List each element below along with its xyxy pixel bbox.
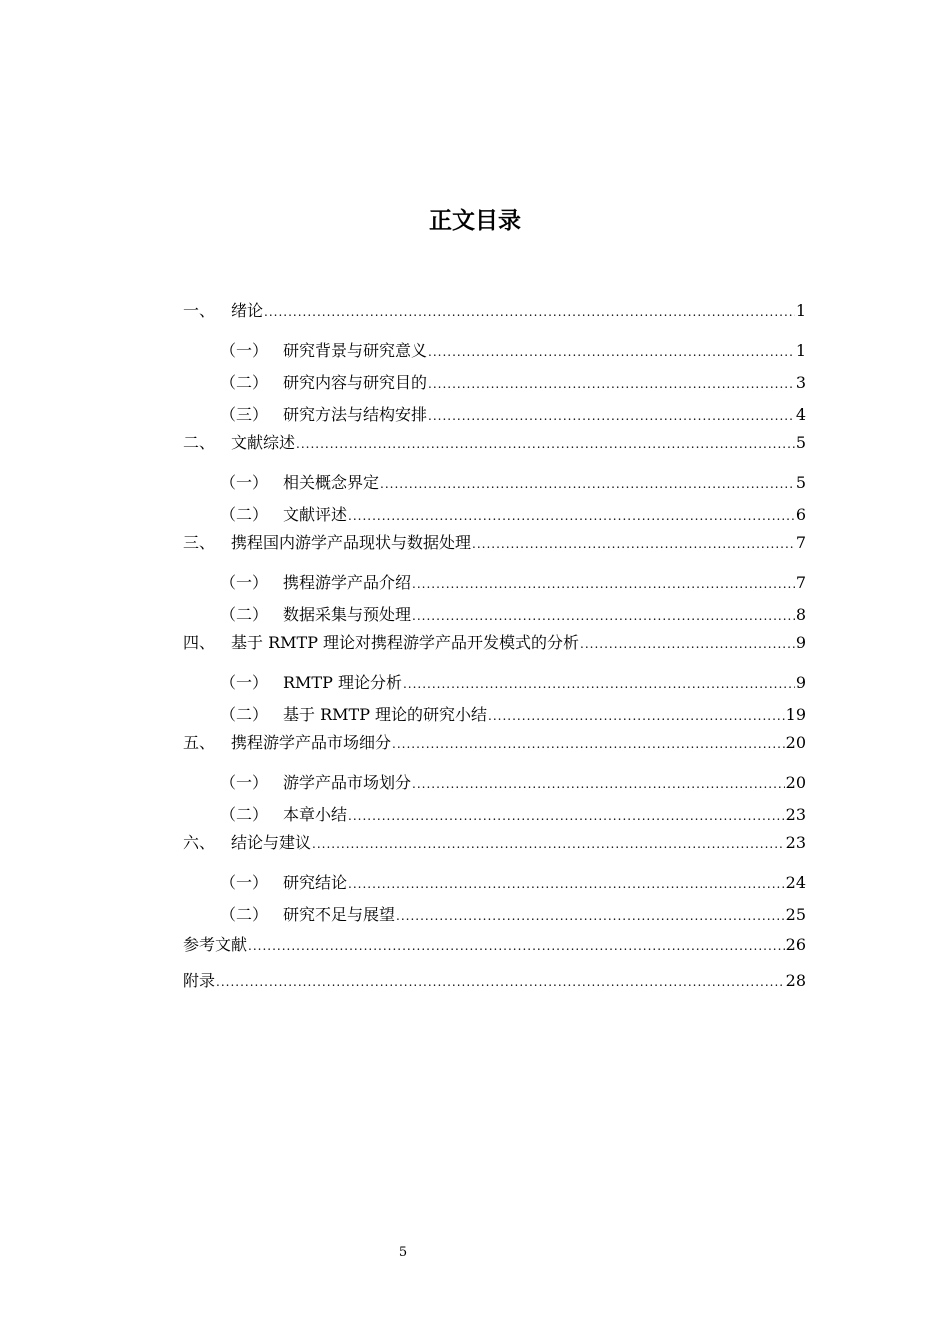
toc-leader <box>396 903 785 929</box>
toc-label: 数据采集与预处理 <box>283 605 412 624</box>
toc-label: 基于 RMTP 理论的研究小结 <box>283 705 488 724</box>
toc-leader <box>348 871 785 897</box>
toc-leader <box>392 731 785 757</box>
toc-number: （一） <box>220 473 269 492</box>
page-title: 正文目录 <box>429 208 521 234</box>
toc-leader <box>348 803 785 829</box>
toc-entry[interactable] <box>220 870 806 896</box>
toc-leader <box>428 371 795 397</box>
toc-label: 基于 RMTP 理论对携程游学产品开发模式的分析 <box>231 633 580 652</box>
toc-page: 1 <box>795 301 806 320</box>
toc-entry[interactable] <box>220 370 806 396</box>
toc-entry[interactable] <box>220 570 806 596</box>
toc-label: 绪论 <box>231 301 264 320</box>
toc-leader <box>412 571 795 597</box>
toc-label: 研究内容与研究目的 <box>283 373 428 392</box>
toc-number: 六、 <box>183 833 216 852</box>
toc-entry[interactable] <box>220 338 806 364</box>
toc-page: 9 <box>795 633 806 652</box>
toc-leader <box>248 933 785 959</box>
toc-label: 参考文献 <box>183 935 248 954</box>
toc-page: 5 <box>795 433 806 452</box>
toc-leader <box>264 299 795 325</box>
toc-label: RMTP 理论分析 <box>283 673 402 692</box>
toc-page: 23 <box>785 805 806 824</box>
toc-number: （三） <box>220 405 269 424</box>
toc-page: 20 <box>785 733 806 752</box>
toc-label: 附录 <box>183 971 216 990</box>
toc-label: 结论与建议 <box>231 833 312 852</box>
toc-page: 9 <box>795 673 806 692</box>
toc-leader <box>312 831 785 857</box>
toc-leader <box>403 671 795 697</box>
toc-page: 24 <box>785 873 806 892</box>
toc-leader <box>348 503 795 529</box>
toc-label: 研究结论 <box>283 873 348 892</box>
toc-page: 23 <box>785 833 806 852</box>
toc-page: 8 <box>795 605 806 624</box>
toc-entry[interactable] <box>220 502 806 528</box>
toc-page: 19 <box>785 705 806 724</box>
toc-label: 文献综述 <box>231 433 296 452</box>
toc-leader <box>472 531 795 557</box>
toc-label: 相关概念界定 <box>283 473 380 492</box>
toc-entry[interactable] <box>183 830 806 856</box>
toc-label: 本章小结 <box>283 805 348 824</box>
toc-leader <box>428 403 795 429</box>
toc-label: 研究背景与研究意义 <box>283 341 428 360</box>
toc-entry[interactable] <box>183 968 806 994</box>
toc-entry[interactable] <box>220 702 806 728</box>
toc-leader <box>412 603 795 629</box>
toc-number: 五、 <box>183 733 216 752</box>
toc-page: 4 <box>795 405 806 424</box>
toc-page: 5 <box>795 473 806 492</box>
toc-entry[interactable] <box>183 430 806 456</box>
toc-leader <box>428 339 795 365</box>
toc-number: （一） <box>220 773 269 792</box>
toc-label: 研究不足与展望 <box>283 905 396 924</box>
toc-page: 20 <box>785 773 806 792</box>
toc-number: （二） <box>220 805 269 824</box>
toc-leader <box>488 703 785 729</box>
toc-page: 3 <box>795 373 806 392</box>
toc-entry[interactable] <box>220 470 806 496</box>
toc-leader <box>380 471 795 497</box>
toc-entry[interactable] <box>220 602 806 628</box>
toc-number: （一） <box>220 873 269 892</box>
toc-number: 三、 <box>183 533 216 552</box>
toc-label: 携程游学产品市场细分 <box>231 733 392 752</box>
toc-page: 7 <box>795 533 806 552</box>
toc-entry[interactable] <box>183 932 806 958</box>
toc-page: 1 <box>795 341 806 360</box>
toc-label: 携程游学产品介绍 <box>283 573 412 592</box>
toc-number: 二、 <box>183 433 216 452</box>
toc-label: 携程国内游学产品现状与数据处理 <box>231 533 472 552</box>
toc-number: （二） <box>220 605 269 624</box>
toc-page: 28 <box>785 971 806 990</box>
toc-label: 文献评述 <box>283 505 348 524</box>
toc-entry[interactable] <box>183 298 806 324</box>
toc-label: 游学产品市场划分 <box>283 773 412 792</box>
toc-number: （一） <box>220 341 269 360</box>
toc-page: 7 <box>795 573 806 592</box>
toc-number: 四、 <box>183 633 216 652</box>
toc-number: （二） <box>220 505 269 524</box>
toc-number: （一） <box>220 673 269 692</box>
toc-page: 25 <box>785 905 806 924</box>
toc-leader <box>296 431 795 457</box>
toc-leader <box>216 969 785 995</box>
toc-entry[interactable] <box>183 730 806 756</box>
toc-entry[interactable] <box>220 402 806 428</box>
toc-leader <box>412 771 785 797</box>
toc-entry[interactable] <box>220 770 806 796</box>
toc-entry[interactable] <box>220 802 806 828</box>
toc-entry[interactable] <box>183 630 806 656</box>
toc-number: （二） <box>220 705 269 724</box>
toc-number: 一、 <box>183 301 216 320</box>
toc-number: （一） <box>220 573 269 592</box>
page-number: 5 <box>398 1245 408 1260</box>
toc-number: （二） <box>220 905 269 924</box>
toc-entry[interactable] <box>220 670 806 696</box>
toc-page: 26 <box>785 935 806 954</box>
toc-entry[interactable] <box>183 530 806 556</box>
toc-number: （二） <box>220 373 269 392</box>
toc-page: 6 <box>795 505 806 524</box>
toc-label: 研究方法与结构安排 <box>283 405 428 424</box>
toc-entry[interactable] <box>220 902 806 928</box>
toc-leader <box>580 631 795 657</box>
